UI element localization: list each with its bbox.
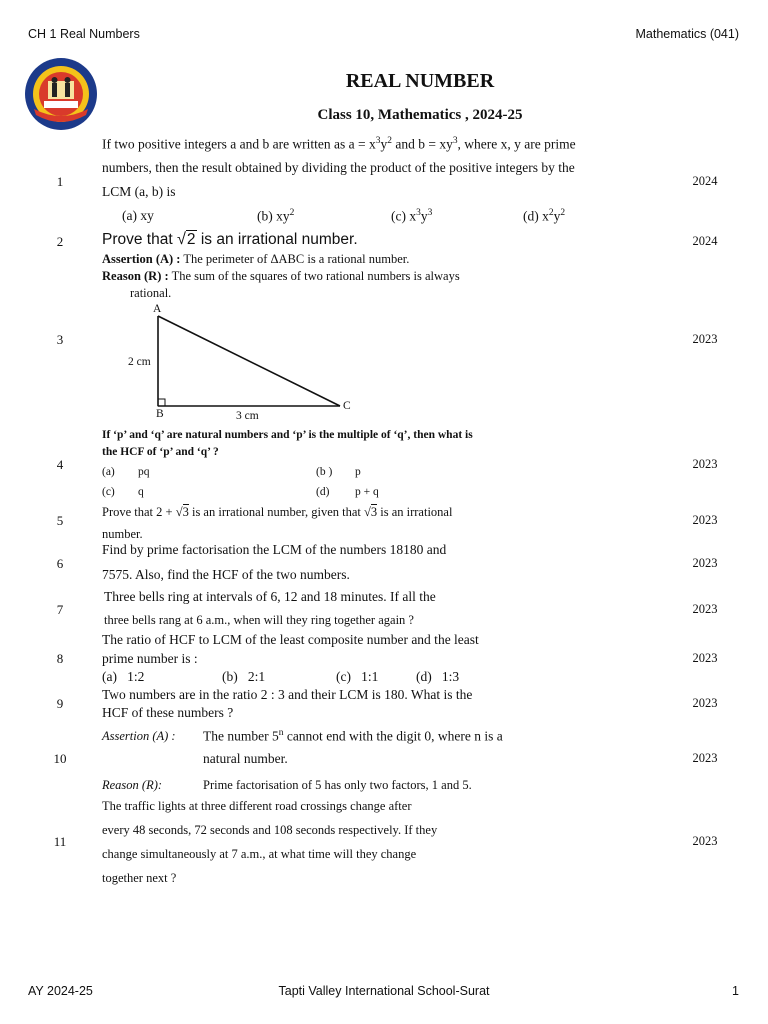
q9-line-2: HCF of these numbers ? xyxy=(102,705,234,720)
q11-line-2: every 48 seconds, 72 seconds and 108 seconds respectively. If they xyxy=(102,823,438,837)
page-title: REAL NUMBER xyxy=(345,70,495,92)
side-label-bc: 3 cm xyxy=(236,410,259,422)
q4-line-2: the HCF of ‘p’ and ‘q’ ? xyxy=(102,446,219,458)
q4-option-c: q xyxy=(138,486,144,498)
q1-option-d: (d) $x^2y^2$ xyxy=(523,208,566,224)
q1-option-c: (c) $x^3y^3$ xyxy=(391,208,433,224)
question-number: 3 xyxy=(56,332,64,347)
side-label-ab: 2 cm xyxy=(128,356,151,368)
q10-reason-label: Reason (R): xyxy=(102,778,163,792)
q11-line-3: change simultaneously at 7 a.m., at what time will they change xyxy=(102,847,417,861)
q11-line-1: The traffic lights at three different road crossings change after xyxy=(102,799,412,813)
q9-line-1: Two numbers are in the ratio 2 : 3 and their LCM is 180. What is the xyxy=(102,687,473,702)
question-year: 2023 xyxy=(692,457,718,471)
question-number: 8 xyxy=(56,651,64,666)
q4-option-d-label: (d) xyxy=(316,486,330,498)
q4-option-b: p xyxy=(355,466,361,478)
q5-line-1: Prove that 2 + √3 is an irrational number, given that √3 is an irrational xyxy=(102,505,453,519)
question-year: 2023 xyxy=(692,651,718,665)
q3-assertion: Assertion (A) : The perimeter of ΔABC is a rational number. xyxy=(102,252,410,266)
q6-line-2: 7575. Also, find the HCF of the two numbers. xyxy=(102,567,350,582)
vertex-label-b: B xyxy=(156,408,164,420)
q1-option-b: (b) $xy^2$ xyxy=(257,208,295,224)
question-year: 2023 xyxy=(692,696,718,710)
question-year: 2023 xyxy=(692,751,718,765)
q6-line-1: Find by prime factorisation the LCM of the numbers 18180 and xyxy=(102,542,447,557)
question-number: 10 xyxy=(53,751,67,766)
page-number: 1 xyxy=(732,984,739,998)
q1-line-1: If two positive integers a and b are written as $a = x^3y^2$ and $b = xy^3$, where x, y are prime xyxy=(102,136,576,152)
q4-option-a: pq xyxy=(138,466,150,478)
q11-line-4: together next ? xyxy=(102,871,177,885)
triangle-figure xyxy=(120,302,360,428)
q10-assertion-line-2: natural number. xyxy=(203,751,288,766)
q7-line-2: three bells rang at 6 a.m., when will they ring together again ? xyxy=(104,613,414,627)
question-number: 2 xyxy=(56,234,64,249)
q8-line-1: The ratio of HCF to LCM of the least composite number and the least xyxy=(102,632,479,647)
question-number: 11 xyxy=(53,834,67,849)
question-number: 1 xyxy=(56,174,64,189)
question-number: 7 xyxy=(56,602,64,617)
q2-text: Prove that √2 is an irrational number. xyxy=(102,230,358,248)
question-number: 4 xyxy=(56,457,64,472)
vertex-label-a: A xyxy=(153,303,162,315)
q4-line-1: If ‘p’ and ‘q’ are natural numbers and ‘p’ is the multiple of ‘q’, then what is xyxy=(102,429,473,441)
q4-option-a-label: (a) xyxy=(102,466,115,478)
header-left: CH 1 Real Numbers xyxy=(28,27,140,41)
question-number: 5 xyxy=(56,513,64,528)
q8-option-d: (d) 1:3 xyxy=(416,669,460,684)
q3-reason: Reason (R) : The sum of the squares of two rational numbers is always xyxy=(102,269,460,283)
q5-line-2: number. xyxy=(102,527,143,541)
q8-option-b: (b) 2:1 xyxy=(222,669,266,684)
q4-option-b-label: (b ) xyxy=(316,466,333,478)
q8-option-a: (a) 1:2 xyxy=(102,669,145,684)
footer-center: Tapti Valley International School-Surat xyxy=(278,984,490,998)
question-number: 9 xyxy=(56,696,64,711)
question-year: 2023 xyxy=(692,332,718,346)
question-year: 2023 xyxy=(692,556,718,570)
q1-line-3: LCM (a, b) is xyxy=(102,184,176,199)
q3-reason-line-2: rational. xyxy=(130,286,172,300)
question-year: 2023 xyxy=(692,834,718,848)
question-year: 2023 xyxy=(692,602,718,616)
question-year: 2024 xyxy=(692,174,718,188)
q10-assertion-label: Assertion (A) : xyxy=(102,729,176,743)
q10-reason-text: Prime factorisation of 5 has only two factors, 1 and 5. xyxy=(203,778,472,792)
q8-option-c: (c) 1:1 xyxy=(336,669,379,684)
q10-assertion-text: The number 5$^n$ cannot end with the digit 0, where n is a xyxy=(203,728,503,744)
question-number: 6 xyxy=(56,556,64,571)
question-year: 2024 xyxy=(692,234,718,248)
q7-line-1: Three bells ring at intervals of 6, 12 and 18 minutes. If all the xyxy=(104,589,436,604)
q4-option-d: p + q xyxy=(355,486,379,498)
question-year: 2023 xyxy=(692,513,718,527)
q1-option-a: (a) xy xyxy=(122,208,154,223)
q4-option-c-label: (c) xyxy=(102,486,115,498)
q1-line-2: numbers, then the result obtained by dividing the product of the positive integers by the xyxy=(102,160,575,175)
page-subtitle: Class 10, Mathematics , 2024-25 xyxy=(317,107,523,123)
vertex-label-c: C xyxy=(343,400,351,412)
footer-left: AY 2024-25 xyxy=(28,984,93,998)
q8-line-2: prime number is : xyxy=(102,651,198,666)
header-right: Mathematics (041) xyxy=(635,27,739,41)
